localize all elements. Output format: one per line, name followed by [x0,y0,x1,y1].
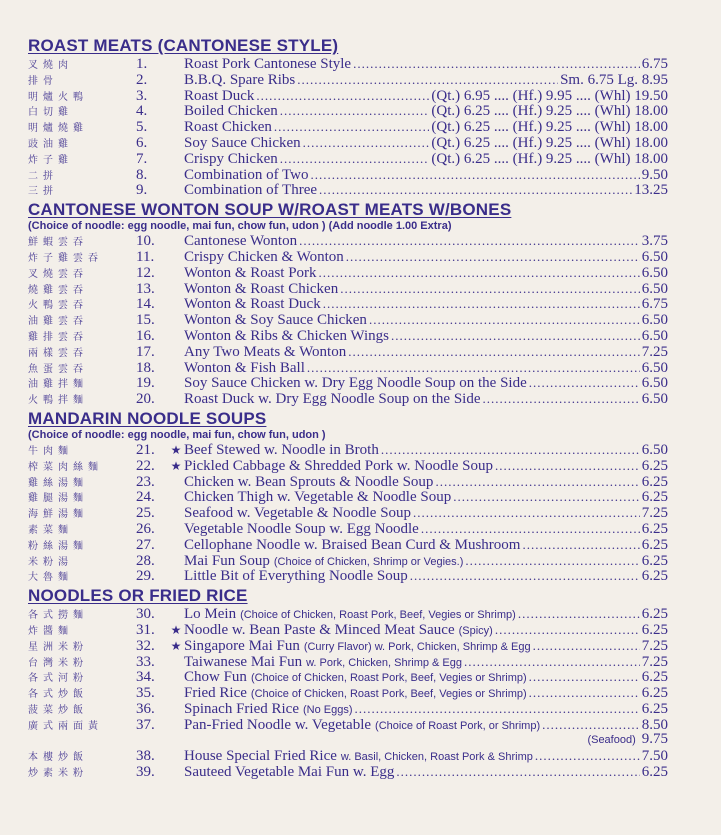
leader-dots [348,344,640,360]
item-name: Cellophane Noodle w. Braised Bean Curd & Mushroom [184,536,521,553]
leader-dots [280,151,430,167]
item-price: 6.50 [641,375,668,392]
item-number: 24. [136,489,155,506]
item-name: Vegetable Noodle Soup w. Egg Noodle [184,520,419,537]
item-price: 6.75 [641,296,668,313]
item-chinese-name: 白切雞 [28,107,73,119]
item-name: Crispy Chicken & Wonton [184,248,344,265]
section-title: ROAST MEATS (CANTONESE STYLE) [28,36,339,55]
item-chinese-name: 明爐火鴨 [28,91,88,103]
item-number: 25. [136,505,155,522]
menu-item [28,622,668,638]
item-note: (Choice of Chicken, Roast Pork, Beef, Vegies or Shrimp) [250,672,527,685]
item-price: 6.25 [641,606,668,623]
item-number: 8. [136,166,148,183]
item-note: w. Pork, Chicken, Shrimp & Egg [306,656,462,669]
item-price: 6.25 [641,669,668,686]
section-note: (Choice of noodle: egg noodle, mai fun, chow fun, udon ) (Add noodle 1.00 Extra) [28,220,452,233]
item-price: 6.25 [641,764,668,781]
leader-dots [299,233,640,249]
item-number: 15. [136,312,155,329]
item-chinese-name: 炸子雞 [28,154,73,166]
menu-item [28,182,668,198]
item-number: 29. [136,568,155,585]
item-name: Little Bit of Everything Noodle Soup [184,568,408,585]
item-number: 27. [136,536,155,553]
item-chinese-name: 各式炒飯 [28,689,88,701]
item-price: 6.25 [641,473,668,490]
item-price: 6.50 [641,359,668,376]
leader-dots [435,474,639,490]
menu-item [28,442,668,458]
menu-item [28,489,668,505]
item-chinese-name: 三拼 [28,186,58,198]
menu-item [28,375,668,391]
leader-dots [529,685,640,701]
item-name: Singapore Mai Fun [184,637,300,654]
item-name: Wonton & Soy Sauce Chicken [184,312,367,329]
item-chinese-name: 豉油雞 [28,138,73,150]
leader-dots [256,88,429,104]
item-chinese-name: 廣式兩面黃 [28,720,103,732]
leader-dots [323,296,640,312]
menu-item [28,344,668,360]
menu-item [28,360,668,376]
item-name: Wonton & Ribs & Chicken Wings [184,327,389,344]
item-name: Sauteed Vegetable Mai Fun w. Egg [184,764,395,781]
item-price: Sm. 6.75 Lg. 8.95 [560,71,668,88]
item-chinese-name: 大魯麵 [28,572,73,584]
leader-dots [280,103,430,119]
item-name: Pan-Fried Noodle w. Vegetable [184,716,372,733]
menu-item [28,654,668,670]
item-name: Boiled Chicken [184,103,278,120]
menu-section [28,200,668,407]
item-name: Combination of Two [184,166,309,183]
item-note: w. Basil, Chicken, Roast Pork & Shrimp [340,751,533,764]
item-chinese-name: 海鮮湯麵 [28,509,88,521]
item-number: 31. [136,621,155,638]
item-number: 34. [136,669,155,686]
menu-section [28,586,668,780]
item-chinese-name: 火鴨拌麵 [28,395,88,407]
item-note: (Spicy) [458,624,493,637]
spicy-star-icon: ★ [170,638,182,653]
item-number: 22. [136,457,155,474]
item-number: 35. [136,685,155,702]
item-price: 7.25 [641,505,668,522]
leader-dots [533,638,640,654]
item-price: 8.50 [641,716,668,733]
leader-dots [495,622,640,638]
item-name: Spinach Fried Rice [184,700,299,717]
spicy-star-icon: ★ [170,458,182,473]
item-name: Soy Sauce Chicken w. Dry Egg Noodle Soup on the Side [184,375,527,392]
item-price: 6.25 [641,552,668,569]
leader-dots [303,135,430,151]
menu-item [28,748,668,764]
item-chinese-name: 牛肉麵 [28,445,73,457]
item-price: 6.25 [641,621,668,638]
item-price: (Qt.) 6.25 .... (Hf.) 9.25 .... (Whl) 18.00 [431,103,668,120]
menu-item [28,233,668,249]
item-name: Chow Fun [184,669,247,686]
item-number: 23. [136,473,155,490]
item-chinese-name: 雞排雲吞 [28,331,88,343]
item-name: Cantonese Wonton [184,233,298,250]
menu-item [28,685,668,701]
item-number: 26. [136,520,155,537]
item-name: Wonton & Fish Ball [184,359,305,376]
leader-dots [307,360,640,376]
item-price: 6.50 [641,264,668,281]
leader-dots [413,505,640,521]
item-price: 6.25 [641,520,668,537]
item-price: 6.50 [641,280,668,297]
item-price: 7.25 [641,343,668,360]
item-name: Wonton & Roast Chicken [184,280,339,297]
section-title: MANDARIN NOODLE SOUPS [28,408,267,428]
item-price: (Qt.) 6.25 .... (Hf.) 9.25 .... (Whl) 18.00 [431,134,668,151]
menu-item [28,701,668,717]
item-number: 21. [136,441,155,458]
section-title: CANTONESE WONTON SOUP W/ROAST MEATS W/BONES [28,200,512,220]
item-name: Crispy Chicken [184,150,278,167]
menu-item [28,135,668,151]
menu-item [28,312,668,328]
item-note: (Choice of Chicken, Roast Pork, Beef, Vegies or Shrimp) [240,609,516,622]
leader-dots [396,764,639,780]
item-number: 17. [136,343,155,360]
item-name: Chicken w. Bean Sprouts & Noodle Soup [184,473,434,490]
menu-item [28,265,668,281]
item-chinese-name: 炸子雞雲吞 [28,252,103,264]
item-note: (No Eggs) [302,703,353,716]
leader-dots [274,119,429,135]
item-number: 1. [136,56,148,72]
item-number: 2. [136,71,148,88]
leader-dots [542,717,640,733]
item-price: 6.50 [641,391,668,408]
menu-item [28,249,668,265]
item-number: 30. [136,606,155,623]
item-number: 37. [136,716,155,733]
item-name: Chicken Thigh w. Vegetable & Noodle Soup [184,489,452,506]
item-chinese-name: 油雞拌麵 [28,379,88,391]
item-chinese-name: 菠菜炒飯 [28,704,88,716]
item-number: 16. [136,327,155,344]
item-price: 9.50 [641,166,668,183]
item-number: 32. [136,637,155,654]
item-name: Roast Chicken [184,119,272,136]
item-name: Lo Mein [184,606,237,623]
item-name: Taiwanese Mai Fun [184,653,303,670]
item-name: Wonton & Roast Pork [184,264,317,281]
item-chinese-name: 本樓炒飯 [28,752,88,764]
item-chinese-name: 各式撈麵 [28,610,88,622]
leader-dots [311,167,640,183]
item-price: 7.25 [641,637,668,654]
menu-item [28,764,668,780]
item-note: (Seafood) [587,734,636,747]
item-note: (Choice of Chicken, Roast Pork, Beef, Vegies or Shrimp) [250,688,527,701]
menu-item [28,151,668,167]
item-chinese-name: 各式河粉 [28,673,88,685]
section-note: (Choice of noodle: egg noodle, mai fun, chow fun, udon ) [28,428,326,441]
item-name: Beef Stewed w. Noodle in Broth [184,441,379,458]
menu-item [28,717,668,733]
item-name: Combination of Three [184,182,318,199]
item-number: 10. [136,233,155,250]
menu-item [28,553,668,569]
item-price: 6.75 [641,56,668,72]
item-name: Any Two Meats & Wonton [184,343,347,360]
item-price: 6.25 [641,700,668,717]
item-number: 6. [136,134,148,151]
menu-item [28,72,668,88]
menu-section [28,409,668,584]
item-number: 33. [136,653,155,670]
item-chinese-name: 星洲米粉 [28,641,88,653]
item-note: (Curry Flavor) w. Pork, Chicken, Shrimp & Egg [303,640,531,653]
item-price: 7.50 [641,748,668,765]
item-price: 6.25 [641,685,668,702]
item-number: 39. [136,764,155,781]
item-chinese-name: 榨菜肉絲麵 [28,461,103,473]
section-title: NOODLES OR FRIED RICE [28,586,248,606]
item-name: Roast Duck [184,87,255,104]
item-number: 18. [136,359,155,376]
item-number: 12. [136,264,155,281]
item-chinese-name: 炒素米粉 [28,768,88,780]
menu-item [28,167,668,183]
menu-item [28,606,668,622]
item-number: 20. [136,391,155,408]
menu-item [28,328,668,344]
leader-dots [518,606,640,622]
item-price: 6.50 [641,312,668,329]
leader-dots [464,654,640,670]
menu-item [28,505,668,521]
item-number: 7. [136,150,148,167]
leader-dots [346,249,640,265]
menu-item [28,568,668,584]
menu-item [28,296,668,312]
menu-item [28,56,668,72]
item-chinese-name: 雞腿湯麵 [28,493,88,505]
item-price: 6.25 [641,489,668,506]
item-number: 9. [136,182,148,199]
item-number: 19. [136,375,155,392]
item-number: 36. [136,700,155,717]
item-chinese-name: 火鴨雲吞 [28,300,88,312]
item-note: (Choice of Roast Pork, or Shrimp) [375,719,541,732]
item-chinese-name: 炸醬麵 [28,625,73,637]
item-price: 6.25 [641,457,668,474]
item-price: 6.50 [641,327,668,344]
item-name: Fried Rice [184,685,247,702]
leader-dots [340,281,640,297]
item-chinese-name: 雞絲湯麵 [28,477,88,489]
menu-item [28,281,668,297]
item-price: 6.25 [641,536,668,553]
item-number: 5. [136,119,148,136]
item-name: Soy Sauce Chicken [184,134,301,151]
item-name: Pickled Cabbage & Shredded Pork w. Noodle Soup [184,457,493,474]
leader-dots [495,458,640,474]
menu-page [28,36,668,780]
item-number: 38. [136,748,155,765]
item-chinese-name: 兩樣雲吞 [28,347,88,359]
menu-item [28,537,668,553]
leader-dots [421,521,640,537]
leader-dots [483,391,640,407]
leader-dots [353,56,640,72]
item-price: 13.25 [634,182,668,199]
item-name: Noodle w. Bean Paste & Minced Meat Sauce [184,621,455,638]
leader-dots [355,701,640,717]
spicy-star-icon: ★ [170,622,182,637]
leader-dots [297,72,558,88]
item-chinese-name: 叉燒肉 [28,60,73,71]
item-chinese-name: 明爐燒雞 [28,123,88,135]
item-number: 11. [136,248,155,265]
item-price: 6.25 [641,568,668,585]
item-chinese-name: 二拼 [28,170,58,182]
item-number: 14. [136,296,155,313]
item-chinese-name: 鮮蝦雲吞 [28,237,88,249]
leader-dots [410,568,640,584]
menu-section [28,36,668,198]
menu-item [28,732,668,748]
leader-dots [319,265,640,281]
spicy-star-icon: ★ [170,442,182,457]
item-name: Mai Fun Soup [184,552,270,569]
item-name: B.B.Q. Spare Ribs [184,71,296,88]
menu-item [28,458,668,474]
item-price: (Qt.) 6.25 .... (Hf.) 9.25 .... (Whl) 18.00 [431,119,668,136]
item-price: 7.25 [641,653,668,670]
item-chinese-name: 油雞雲吞 [28,316,88,328]
item-chinese-name: 魚蛋雲吞 [28,363,88,375]
menu-item [28,638,668,654]
item-name: Wonton & Roast Duck [184,296,321,313]
menu-item [28,103,668,119]
leader-dots [319,182,632,198]
item-number: 3. [136,87,148,104]
item-name: Roast Pork Cantonese Style [184,56,352,72]
leader-dots [381,442,640,458]
leader-dots [369,312,640,328]
leader-dots [522,537,639,553]
leader-dots [453,489,640,505]
leader-dots [391,328,640,344]
menu-item [28,669,668,685]
leader-dots [465,553,639,569]
item-chinese-name: 粉絲湯麵 [28,540,88,552]
menu-item [28,521,668,537]
item-price: 6.50 [641,248,668,265]
menu-item [28,474,668,490]
item-number: 4. [136,103,148,120]
item-chinese-name: 排骨 [28,75,58,87]
item-chinese-name: 燒雞雲吞 [28,284,88,296]
item-number: 13. [136,280,155,297]
menu-item [28,88,668,104]
item-name: Seafood w. Vegetable & Noodle Soup [184,505,412,522]
item-price: 9.75 [641,731,668,748]
item-price: 3.75 [641,233,668,250]
item-note: (Choice of Chicken, Shrimp or Vegies.) [273,555,464,568]
item-chinese-name: 素菜麵 [28,524,73,536]
item-price: 6.50 [641,441,668,458]
leader-dots [529,669,640,685]
item-price: (Qt.) 6.25 .... (Hf.) 9.25 .... (Whl) 18.00 [431,150,668,167]
menu-item [28,391,668,407]
item-name: Roast Duck w. Dry Egg Noodle Soup on the Side [184,391,481,408]
item-chinese-name: 叉燒雲吞 [28,268,88,280]
item-number: 28. [136,552,155,569]
leader-dots [535,748,640,764]
item-name: House Special Fried Rice [184,748,337,765]
item-chinese-name: 米粉湯 [28,556,73,568]
item-price: (Qt.) 6.95 .... (Hf.) 9.95 .... (Whl) 19.50 [431,87,668,104]
menu-item [28,119,668,135]
leader-dots [529,375,640,391]
item-chinese-name: 台灣米粉 [28,657,88,669]
